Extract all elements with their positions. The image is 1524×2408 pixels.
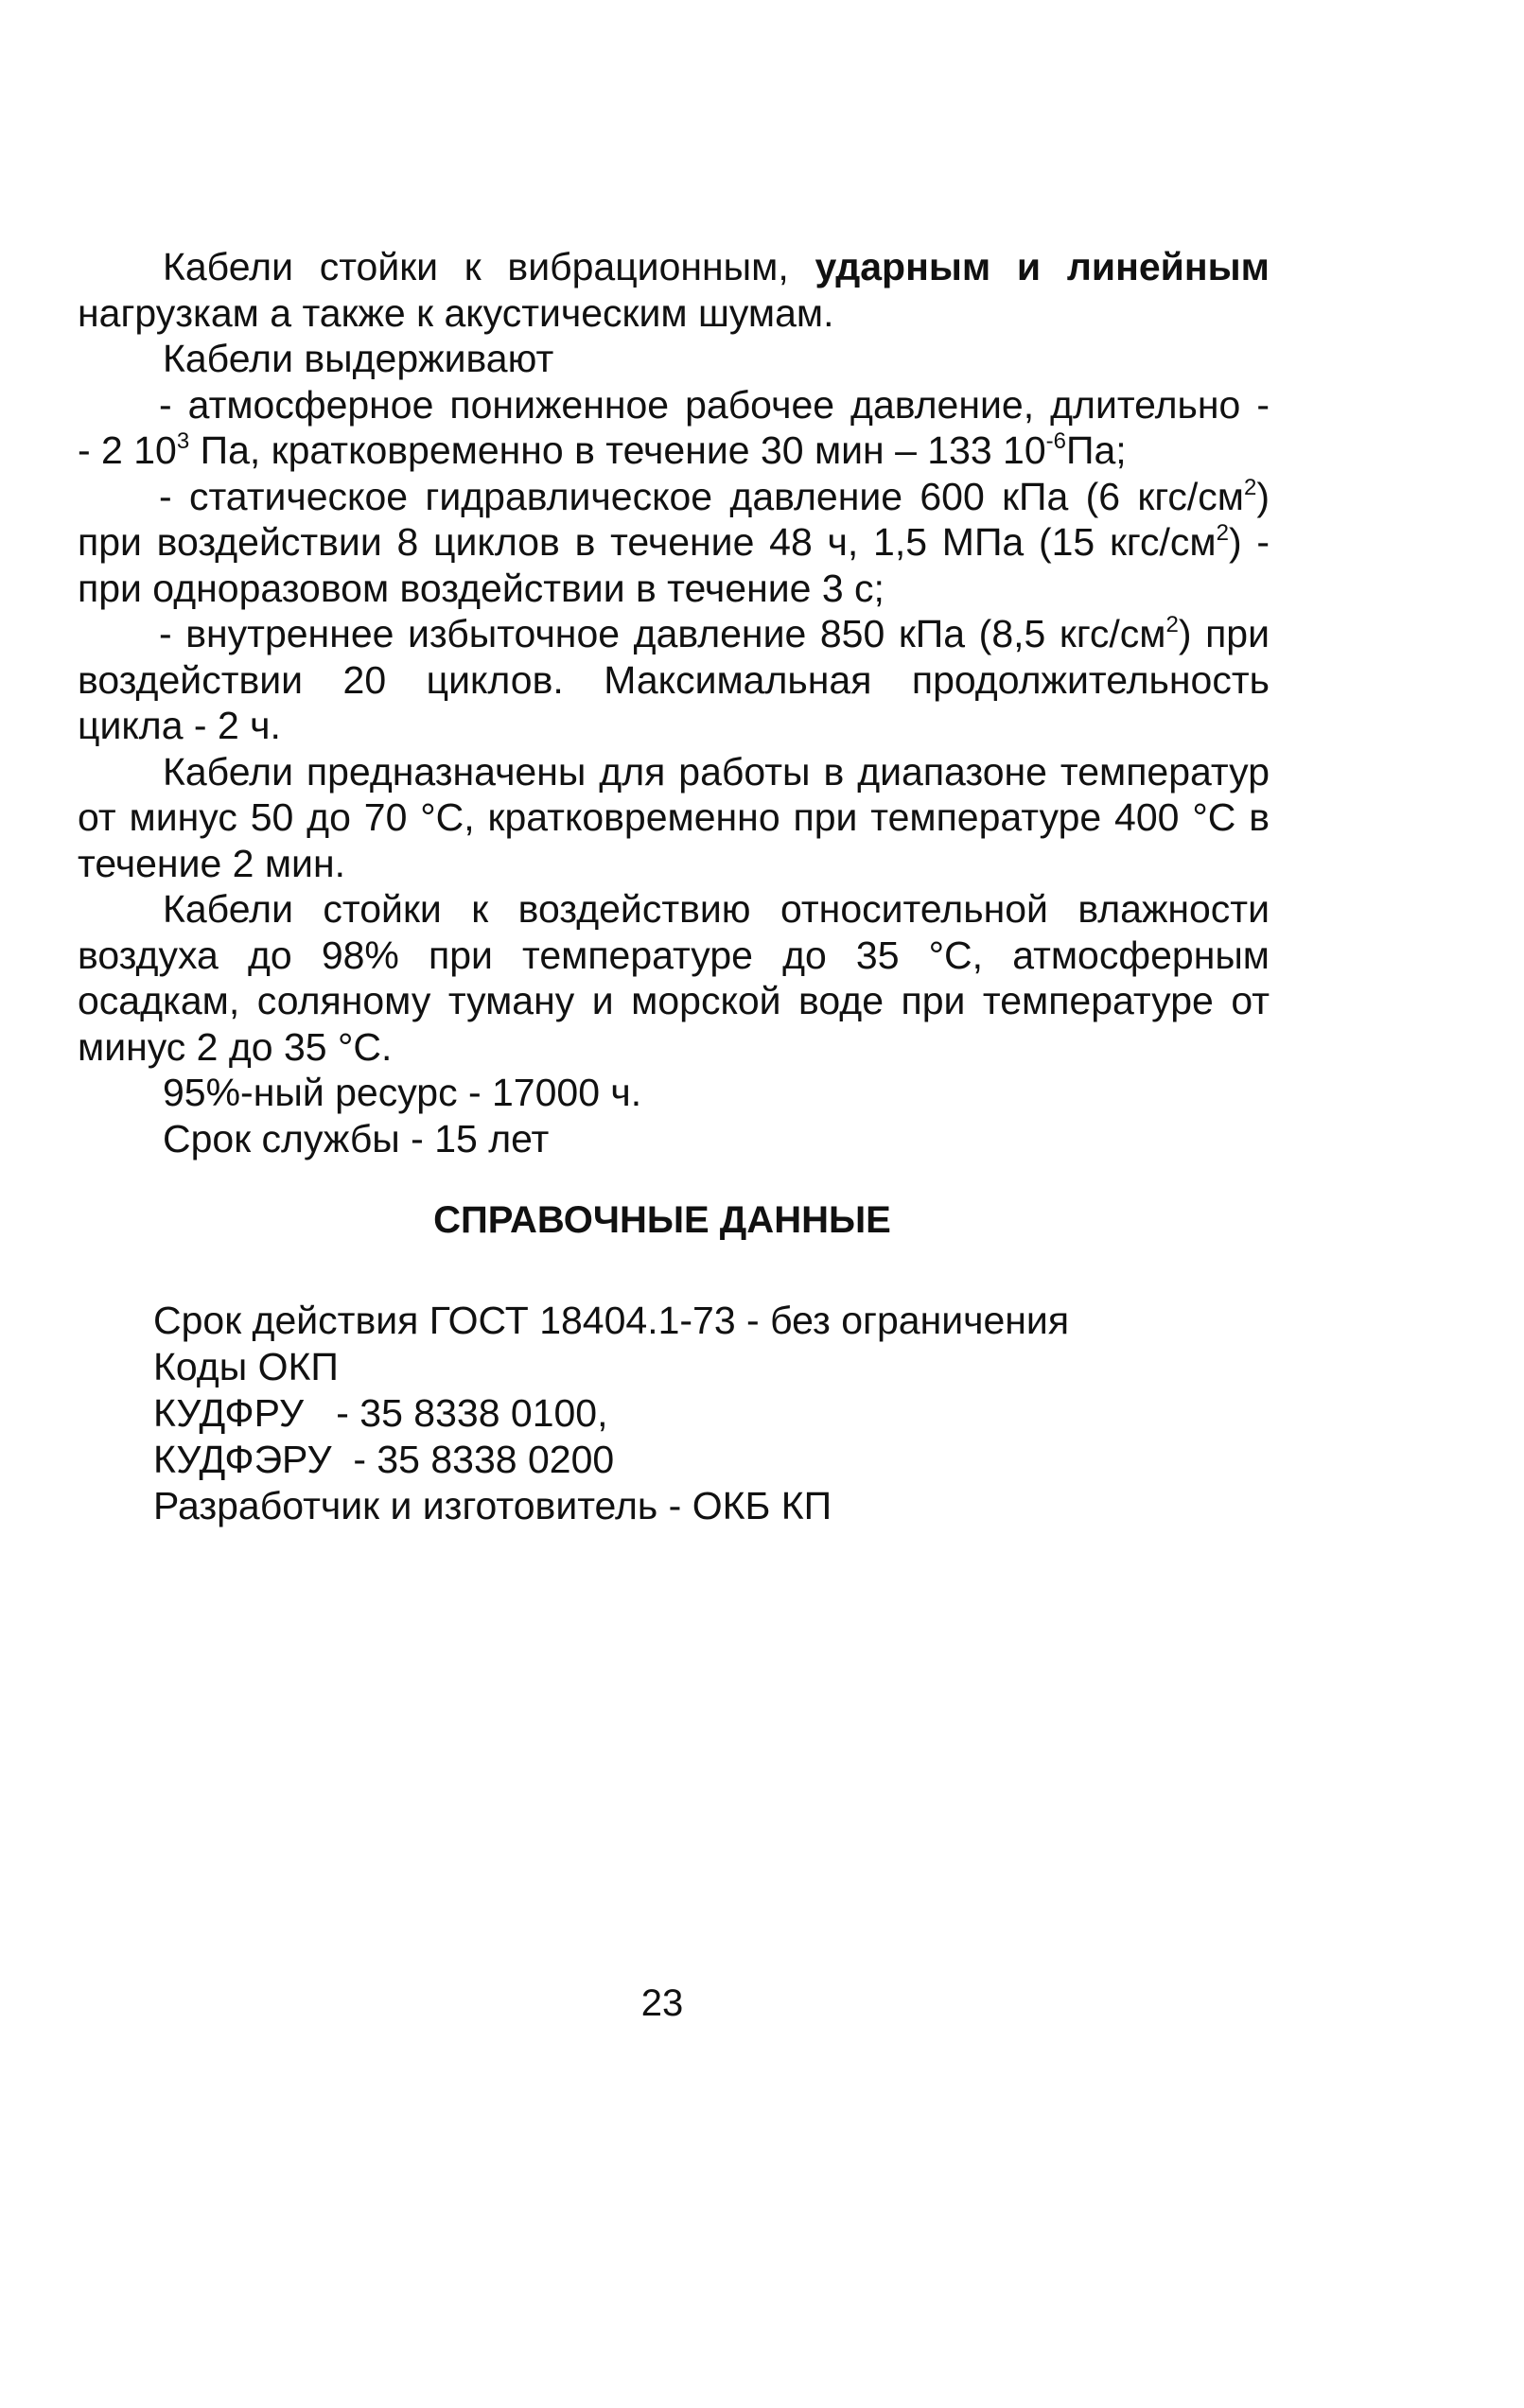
- text-line: Кабели стойки к воздействию относительной влажности: [163, 887, 1270, 931]
- text-line: нагрузкам а также к акустическим шумам.: [78, 290, 834, 335]
- reference-line: Разработчик и изготовитель - ОКБ КП: [153, 1484, 832, 1527]
- reference-line: КУДФЭРУ - 35 8338 0200: [153, 1438, 615, 1481]
- text-line: 95%-ный ресурс - 17000 ч.: [163, 1071, 642, 1114]
- page-number: 23: [640, 1982, 684, 2024]
- text-line: от минус 50 до 70 °С, кратковременно при температуре 400 °С в: [78, 795, 1270, 839]
- reference-line: Срок действия ГОСТ 18404.1-73 - без ограничения: [153, 1299, 1070, 1342]
- text-line: воздуха до 98% при температуре до 35 °С, атмосферным: [78, 933, 1270, 977]
- text-line: осадкам, соляному туману и морской воде при температуре от: [78, 979, 1270, 1022]
- text-line: Кабели стойки к вибрационным, ударным и линейным: [163, 245, 1270, 288]
- text-line: Кабели предназначены для работы в диапазоне температур: [163, 749, 1270, 794]
- text-line: воздействии 20 циклов. Максимальная продолжительность: [78, 657, 1270, 702]
- section-heading: СПРАВОЧНЫЕ ДАННЫЕ: [433, 1199, 891, 1241]
- text-line: течение 2 мин.: [78, 841, 345, 885]
- reference-line: КУДФРУ - 35 8338 0100,: [153, 1391, 608, 1435]
- text-line: при одноразовом воздействии в течение 3 с;: [78, 566, 885, 610]
- reference-line: Коды ОКП: [153, 1345, 339, 1388]
- text-line: - атмосферное пониженное рабочее давление, длительно -: [159, 382, 1270, 427]
- bold-phrase: ударным и линейным: [815, 245, 1270, 288]
- text-line: - статическое гидравлическое давление 600 кПа (6 кгс/$см^2$): [159, 474, 1270, 518]
- text-line: цикла - 2 ч.: [78, 704, 281, 747]
- text-line: минус 2 до 35 °С.: [78, 1024, 393, 1069]
- text-line: - внутреннее избыточное давление 850 кПа (8,5 кгс/$см^2$) при: [159, 612, 1270, 655]
- text-line: - 2 $10^3$ Па, кратковременно в течение 30 мин – 133 $10^{-6}Па$;: [78, 428, 1127, 472]
- body-text: [78, 244, 1270, 1161]
- text-line: Кабели выдерживают: [163, 337, 554, 380]
- text-line: Срок службы - 15 лет: [163, 1116, 550, 1160]
- reference-data: [153, 1298, 1069, 1529]
- text-line: при воздействии 8 циклов в течение 48 ч, 1,5 МПа (15 кгс/$см^2$) -: [78, 520, 1270, 564]
